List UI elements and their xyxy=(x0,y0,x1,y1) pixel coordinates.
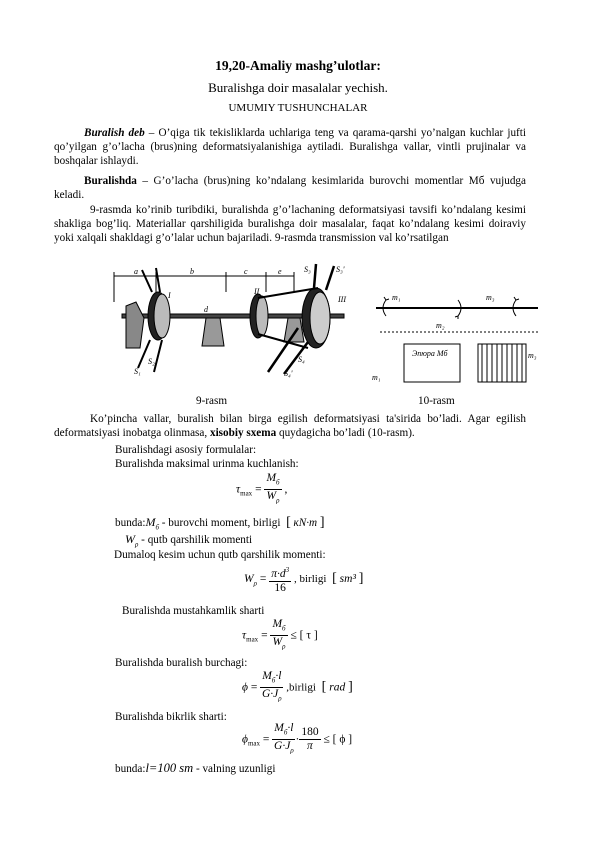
unit-rad: rad xyxy=(329,681,346,694)
fig9-label-s3p: S₃' xyxy=(336,265,345,274)
fig10-label-m1: m₁ xyxy=(392,293,401,302)
paragraph-4-end: quydagicha bo’ladi (10-rasm). xyxy=(276,427,415,440)
circle-section-label: Dumaloq kesim uchun qutb qarshilik momenti: xyxy=(114,549,326,561)
definition-text-2: – G’o’lacha (brus)ning ko’ndalang kesimlarida burovchi momentlar Mб vujudga keladi. xyxy=(54,175,526,202)
page-title: 19,20-Amaliy mashg’ulotlar: xyxy=(215,58,381,73)
page-subtitle: Buralishga doir masalalar yechish. xyxy=(208,80,388,95)
fig9-label-s3: S₃ xyxy=(304,265,311,274)
wp-line: $W_\rho$ - qutb qarshilik momenti xyxy=(125,532,253,549)
fig9-label-e: e xyxy=(278,267,282,276)
paragraph-calculation-scheme xyxy=(54,412,526,440)
formulas-intro: Buralishdagi asosiy formulalar: xyxy=(115,444,257,456)
unit-knm: кN·m xyxy=(293,517,318,529)
max-stress-label: Buralishda maksimal urinma kuchlanish: xyxy=(115,458,299,470)
fig9-label-s2: S₂ xyxy=(148,357,155,366)
torque-description: - burovchi moment, birligi xyxy=(158,517,281,529)
strength-condition-label: Buralishda mustahkamlik sharti xyxy=(122,605,265,617)
figure-10-caption: 10-rasm xyxy=(418,395,455,407)
fig9-label-I: I xyxy=(168,291,171,300)
definition-text-1: – O’qiga tik tekisliklarda uchlariga teng va qarama-qarshi yo’nalgan kuchlar jufti qo’yilgan g’o’lacha (brus)ning deformatsiyalanishiga aytiladi. Buralishga vallar, vintli prujinalar va boshqalar ishlaydi. xyxy=(54,127,526,168)
shaft-length-value: l=100 sm xyxy=(145,761,194,775)
figure-10-calculation-scheme xyxy=(366,286,540,384)
fig9-label-II: II xyxy=(254,287,260,296)
fig9-label-d: d xyxy=(204,305,208,314)
formula-twist-angle: ϕ = $\frac{M_б\cdot l}{G\cdot J_\rho}$ ,birligi [ rad ] xyxy=(242,670,353,703)
figure-9-caption: 9-rasm xyxy=(196,395,228,407)
unit-sm3: sm³ xyxy=(339,573,356,586)
bunda-label-1: bunda: xyxy=(115,517,146,529)
paragraph-figure9-intro: 9-rasmda ko’rinib turibdiki, buralishda g’o’lachaning deformatsiyasi tavsifi ko’ndalang kesimi shakliga bog’liq. Materiallar qarshiligida buralishga doir masalalar, faqat ko’ndalang kesimi doiraviy yoki xalqali shakldagi g’o’lalar uchun bajariladi. 9-rasmda transmission val ko’rsatilgan xyxy=(54,204,526,245)
fig9-label-b: b xyxy=(190,267,194,276)
bunda-label-2: bunda: xyxy=(115,763,146,775)
fig10-label-m2: m₂ xyxy=(436,321,445,330)
formula-strength-condition: $\tau_{max}$ = $\frac{M_б}{W_\rho}$ ≤ [ τ ] xyxy=(242,618,318,651)
birligi-2: ,birligi xyxy=(286,681,316,694)
definition-term-2: Buralishda xyxy=(84,175,137,187)
fig10-label-epura: Эпюра Mб xyxy=(412,349,448,358)
definition-term-1: Buralish deb xyxy=(84,127,145,139)
fig9-label-s4: S₄ xyxy=(298,355,305,364)
paragraph-4-text: Ko’pincha vallar, buralish bilan birga egilish deformatsiyasi ta'sirida bo’ladi. Agar egilish deformatsiyasi inobatga olinmasa, xyxy=(54,413,526,440)
section-heading: UMUMIY TUSHUNCHALAR xyxy=(228,102,368,114)
fig10-label-m3-diagram: m₃ xyxy=(528,351,537,360)
paragraph-4-bold: xisobiy sxema xyxy=(209,427,277,440)
fig9-label-s4p: S₄' xyxy=(284,369,293,378)
fig9-label-c: c xyxy=(244,267,248,276)
fig10-label-m3: m₃ xyxy=(486,293,495,302)
fig10-label-m1-diagram: m₁ xyxy=(372,373,381,382)
fig9-label-s1: S₁ xyxy=(134,367,141,376)
stiffness-condition-label: Buralishda bikrlik sharti: xyxy=(115,711,227,723)
fig9-label-a: a xyxy=(134,267,138,276)
definition-paragraph-2 xyxy=(54,174,526,202)
formula-polar-modulus: $W_\rho$ = $\frac{\pi\cdot d^3}{16}$ , birligi [ sm³ ] xyxy=(244,566,364,594)
bunda-line-2 xyxy=(115,761,275,776)
bunda-line-1: $bunda:M_б$ - burovchi moment, birligi [ кN·m ] xyxy=(115,515,325,532)
birligi-1: , birligi xyxy=(293,573,327,586)
formula-stiffness-condition: $\phi_{max}$ = $\frac{M_б\cdot l}{G\cdot J_\rho}$ · $\frac{180}{\pi}$ ≤ [ ϕ ] xyxy=(242,722,353,755)
figure-9-transmission-shaft xyxy=(108,262,358,380)
twist-angle-label: Buralishda buralish burchagi: xyxy=(115,657,248,669)
formula-max-shear-stress: $\tau_{max}$ = $\frac{M_б}{W_\rho}$ , xyxy=(236,472,288,505)
fig9-label-III: III xyxy=(338,295,346,304)
definition-paragraph-1 xyxy=(54,126,526,169)
shaft-length-description: - valning uzunligi xyxy=(193,763,276,775)
wp-description: - qutb qarshilik momenti xyxy=(138,534,253,546)
